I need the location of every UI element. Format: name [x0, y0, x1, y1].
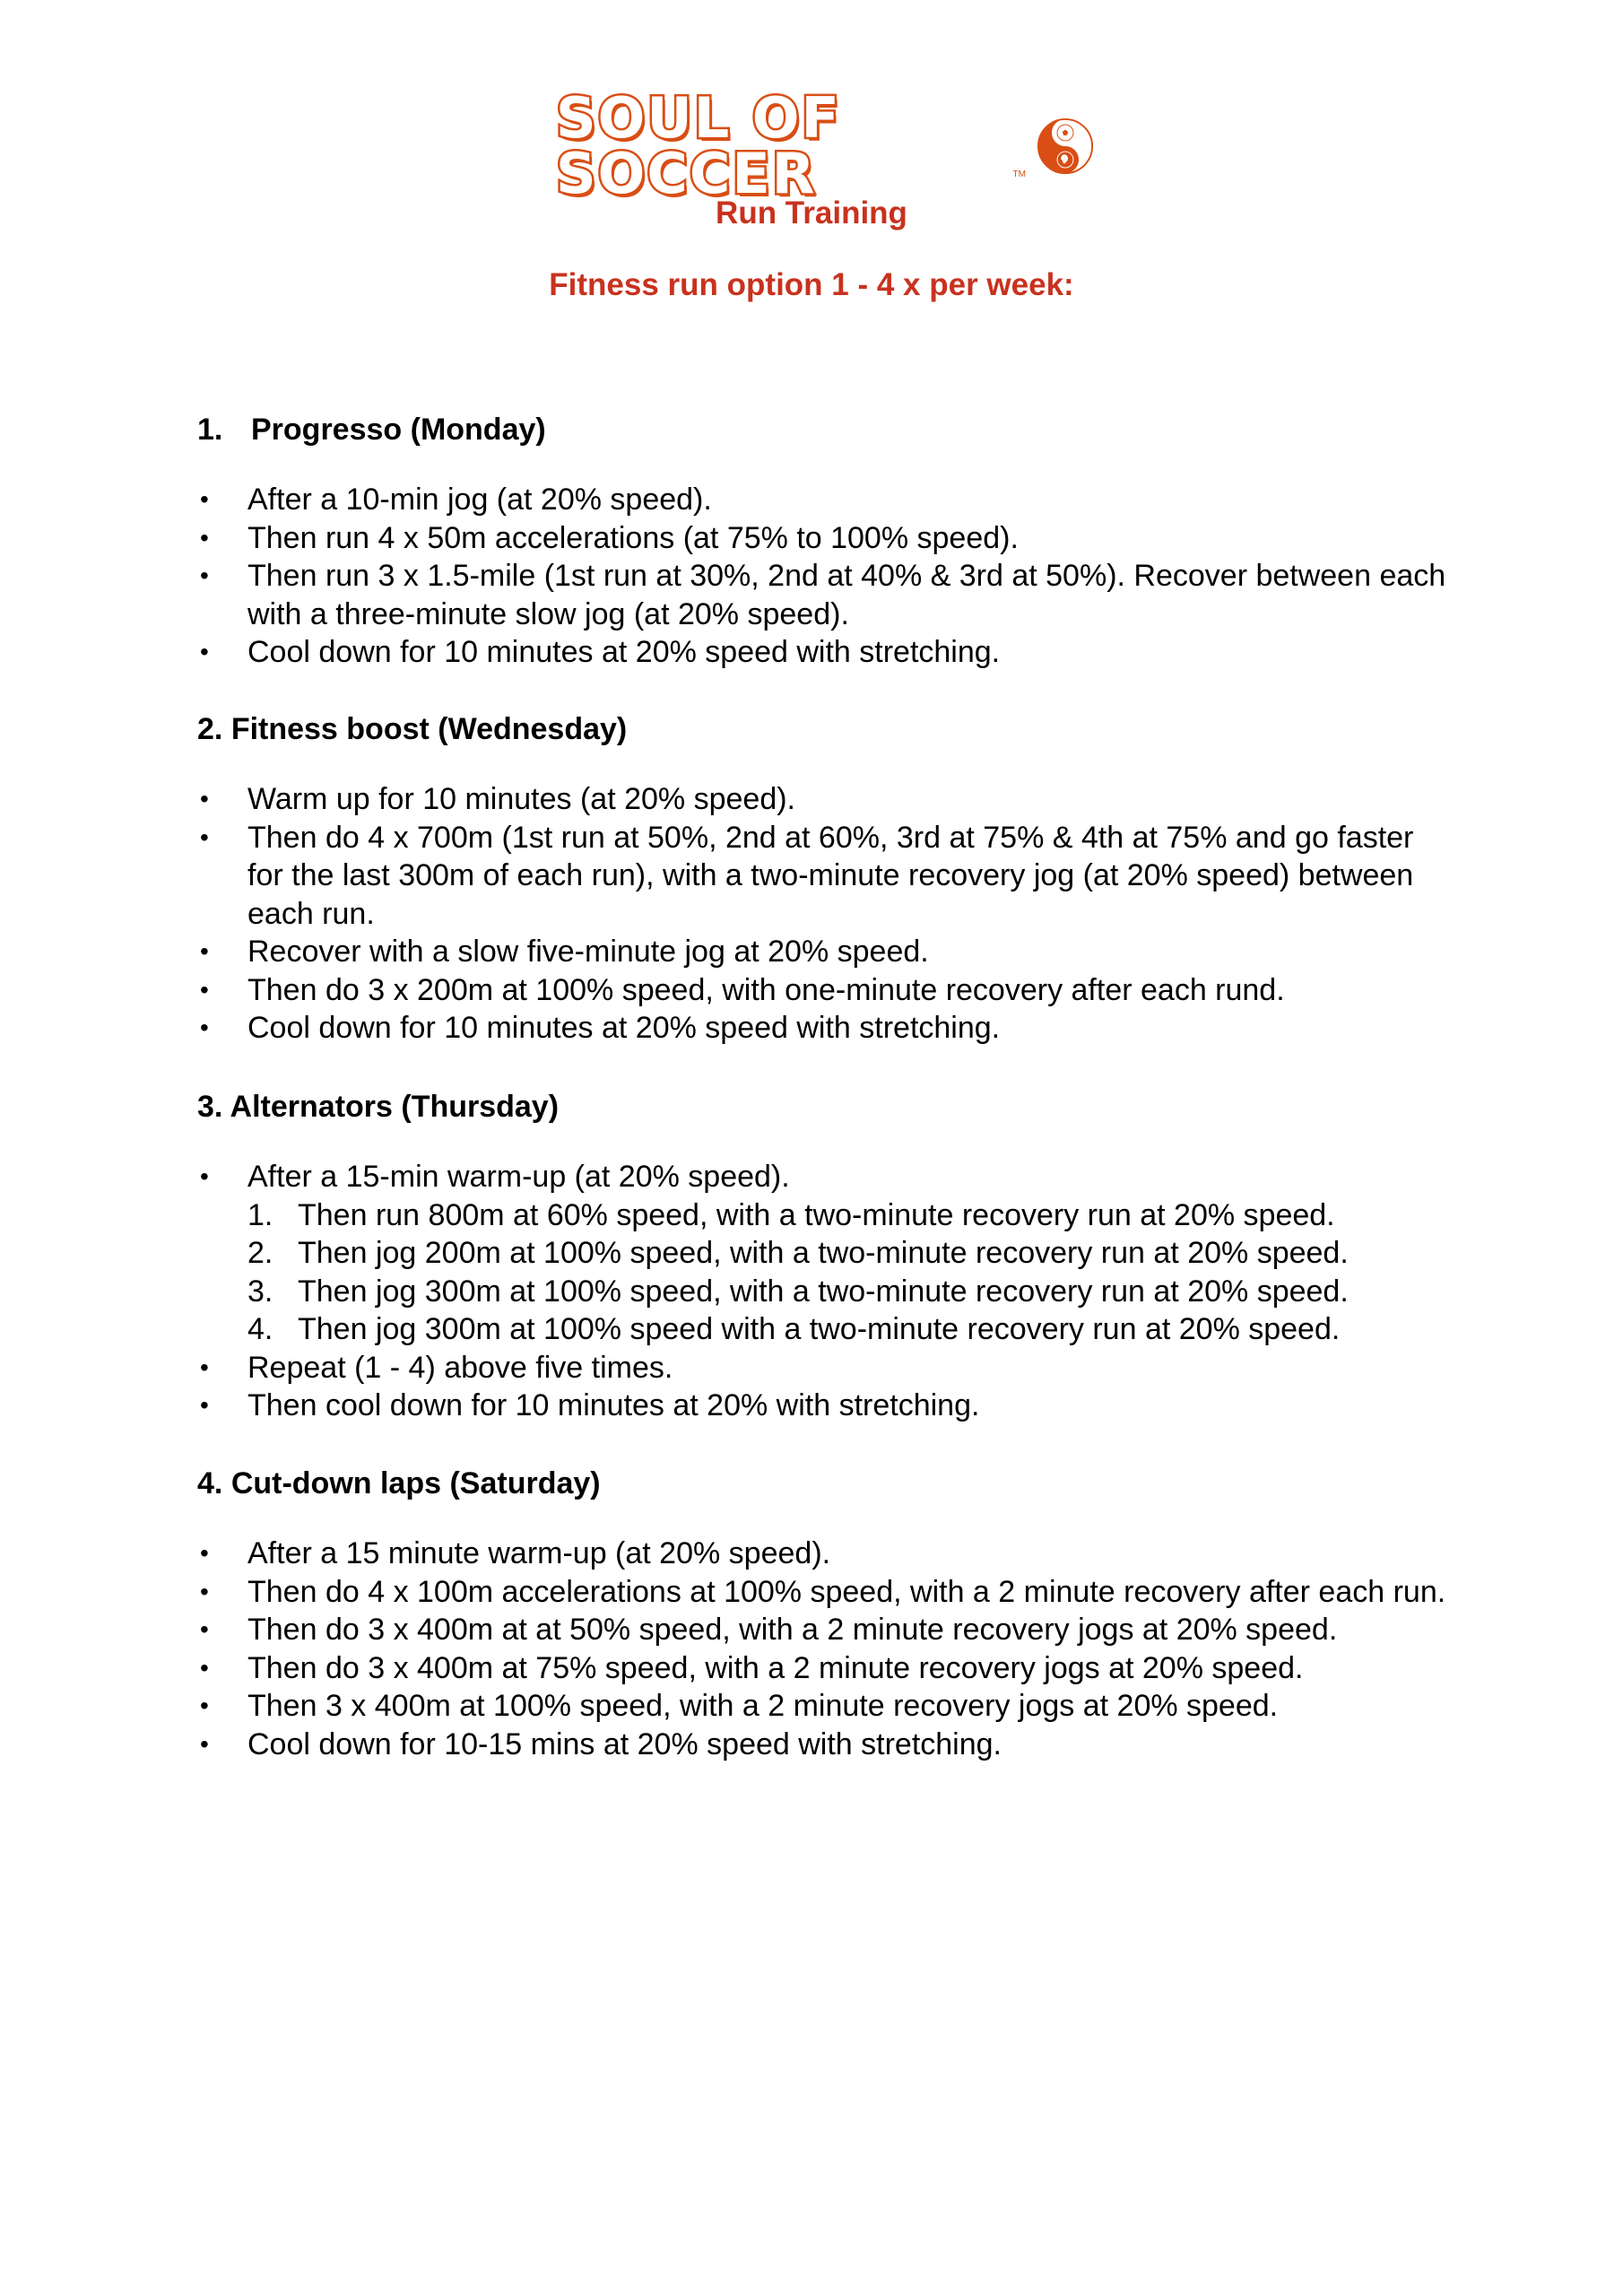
- bullet-icon: •: [200, 638, 209, 665]
- bullet-icon: •: [200, 785, 209, 813]
- bullet-icon: •: [200, 1653, 209, 1682]
- list-item: [197, 971, 1453, 1010]
- sublist-text: Then jog 300m at 100% speed, with a two-minute recovery run at 20% speed.: [298, 1274, 1349, 1309]
- list-item-text: After a 15-min warm-up (at 20% speed).: [247, 1160, 790, 1194]
- bullet-icon: •: [200, 1692, 209, 1719]
- sublist-text: Then jog 200m at 100% speed, with a two-minute recovery run at 20% speed.: [298, 1236, 1349, 1270]
- section-heading: [197, 710, 1453, 748]
- bullet-icon: •: [200, 975, 209, 1004]
- section-number: 1.: [197, 413, 223, 447]
- list-item-text: Then do 4 x 100m accelerations at 100% speed, with a 2 minute recovery after each run.: [247, 1574, 1446, 1609]
- numbered-sublist: [247, 1196, 1453, 1349]
- sublist-number: 3.: [247, 1274, 273, 1309]
- list-item-text: After a 10-min jog (at 20% speed).: [247, 483, 712, 517]
- section-title: Progresso (Monday): [251, 413, 546, 447]
- section-4: [197, 1465, 1453, 1763]
- section-heading: [197, 411, 1453, 448]
- list-item: [197, 1387, 1453, 1425]
- bullet-icon: •: [200, 1577, 209, 1605]
- sublist-item: [247, 1310, 1453, 1349]
- bullet-icon: •: [200, 1391, 209, 1419]
- bullet-list: [197, 481, 1453, 672]
- list-item-text: Then do 3 x 200m at 100% speed, with one-minute recovery after each rund.: [247, 972, 1285, 1007]
- list-item-text: After a 15 minute warm-up (at 20% speed).: [247, 1536, 831, 1570]
- list-item-text: Then do 3 x 400m at 75% speed, with a 2 minute recovery jogs at 20% speed.: [247, 1650, 1304, 1685]
- section-3: [197, 1088, 1453, 1425]
- yin-yang-soccer-globe-icon: [1037, 110, 1094, 182]
- sublist-item: [247, 1196, 1453, 1235]
- list-item-text: Then 3 x 400m at 100% speed, with a 2 minute recovery jogs at 20% speed.: [247, 1689, 1279, 1723]
- bullet-icon: •: [200, 1352, 209, 1381]
- bullet-icon: •: [200, 1013, 209, 1041]
- list-item: [197, 780, 1453, 819]
- list-item-text: Then cool down for 10 minutes at 20% with stretching.: [247, 1388, 980, 1422]
- list-item: [197, 633, 1453, 672]
- sublist-text: Then jog 300m at 100% speed with a two-minute recovery run at 20% speed.: [298, 1312, 1341, 1346]
- sublist-number: 2.: [247, 1236, 273, 1270]
- list-item: [197, 1649, 1453, 1688]
- list-item: [197, 1687, 1453, 1726]
- bullet-icon: •: [200, 1615, 209, 1643]
- list-item: [197, 1009, 1453, 1048]
- list-item-text: Then run 3 x 1.5-mile (1st run at 30%, 2nd at 40% & 3rd at 50%). Recover between each with a three-minute slow jog (at 20% speed).: [247, 559, 1446, 631]
- bullet-icon: •: [200, 561, 209, 589]
- sublist-number: 1.: [247, 1197, 273, 1232]
- bullet-icon: •: [200, 1729, 209, 1758]
- section-title: Alternators (Thursday): [230, 1090, 560, 1124]
- bullet-icon: •: [200, 1539, 209, 1567]
- sublist-number: 4.: [247, 1312, 273, 1346]
- list-item-text: Cool down for 10 minutes at 20% speed with stretching.: [247, 635, 1001, 669]
- bullet-icon: •: [200, 485, 209, 513]
- page-title: Run Training: [716, 196, 907, 230]
- sublist-text: Then run 800m at 60% speed, with a two-minute recovery run at 20% speed.: [298, 1197, 1335, 1232]
- list-item: [197, 519, 1453, 558]
- list-item-text: Cool down for 10-15 mins at 20% speed with stretching.: [247, 1726, 1002, 1761]
- section-heading: [197, 1465, 1453, 1502]
- list-item: [197, 1158, 1453, 1349]
- bullet-list: [197, 780, 1453, 1048]
- page-subtitle: Fitness run option 1 - 4 x per week:: [549, 267, 1074, 302]
- bullet-icon: •: [200, 523, 209, 552]
- list-item-text: Then run 4 x 50m accelerations (at 75% to 100% speed).: [247, 520, 1019, 555]
- bullet-icon: •: [200, 937, 209, 965]
- sublist-item: [247, 1273, 1453, 1311]
- bullet-list: [197, 1535, 1453, 1763]
- list-item: [197, 557, 1453, 633]
- section-1: [197, 411, 1453, 672]
- bullet-icon: •: [200, 1162, 209, 1190]
- list-item: [197, 1611, 1453, 1649]
- list-item: [197, 1535, 1453, 1573]
- section-title: Fitness boost (Wednesday): [230, 712, 628, 746]
- section-number: 4.: [197, 1466, 223, 1500]
- list-item: [197, 819, 1453, 934]
- list-item: [197, 1726, 1453, 1764]
- list-item-text: Then do 3 x 400m at at 50% speed, with a 2 minute recovery jogs at 20% speed.: [247, 1613, 1338, 1647]
- bullet-icon: •: [200, 822, 209, 851]
- bullet-list: [197, 1158, 1453, 1425]
- list-item-text: Recover with a slow five-minute jog at 20% speed.: [247, 935, 929, 969]
- list-item-text: Then do 4 x 700m (1st run at 50%, 2nd at 60%, 3rd at 75% & 4th at 75% and go faster for the last 300m of each run), with a two-minute recovery jog (at 20% speed) between each run.: [247, 820, 1414, 931]
- list-item: [197, 1349, 1453, 1387]
- section-number: 2.: [197, 712, 223, 746]
- list-item: [197, 933, 1453, 971]
- list-item-text: Repeat (1 - 4) above five times.: [247, 1350, 673, 1385]
- list-item: [197, 481, 1453, 519]
- section-number: 3.: [197, 1090, 223, 1124]
- trademark: TM: [1012, 170, 1026, 179]
- logo-text: SOUL OF SOCCER: [556, 85, 841, 206]
- section-heading: [197, 1088, 1453, 1126]
- list-item: [197, 1573, 1453, 1612]
- logo: [556, 85, 1094, 206]
- sublist-item: [247, 1234, 1453, 1273]
- section-2: [197, 710, 1453, 1048]
- list-item-text: Cool down for 10 minutes at 20% speed with stretching.: [247, 1011, 1001, 1045]
- list-item-text: Warm up for 10 minutes (at 20% speed).: [247, 782, 796, 816]
- section-title: Cut-down laps (Saturday): [230, 1466, 601, 1500]
